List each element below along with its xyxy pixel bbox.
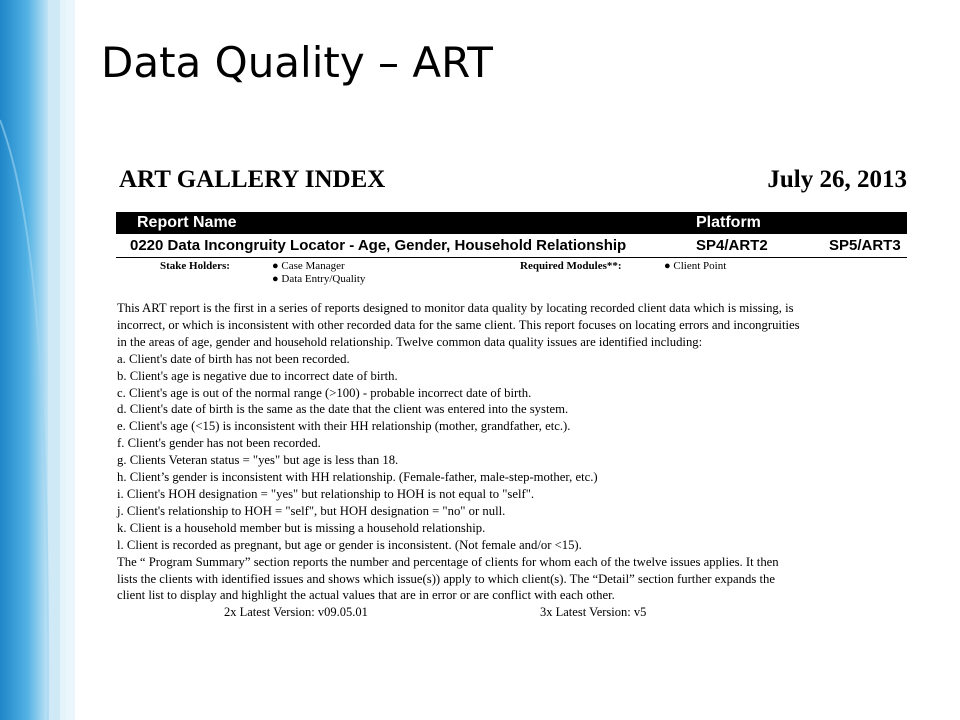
text-line: This ART report is the first in a series of reports designed to monitor data quality by locating recorded client data which is missing, is (117, 301, 794, 315)
stake-holders (160, 260, 230, 272)
doc-date: July 26, 2013 (767, 166, 907, 193)
column-header-bar (116, 212, 907, 234)
report-row (116, 235, 907, 258)
list-item: ● Data Entry/Quality (272, 273, 366, 285)
version-2x: 2x Latest Version: v09.05.01 (224, 605, 368, 619)
text-line: f. Client's gender has not been recorded. (117, 436, 321, 451)
text-line: lists the clients with identified issues and shows which issue(s)) apply to which client(s). The “Detail” section further expands the (117, 571, 775, 586)
text-line: g. Clients Veteran status = "yes" but age is less than 18. (117, 453, 399, 468)
text-line: in the areas of age, gender and household relationship. Twelve common data quality issues are identified including: (117, 334, 703, 349)
list-item: ● Client Point (664, 260, 727, 272)
report-description (117, 300, 917, 604)
list-item: ● Case Manager (272, 260, 345, 272)
platform-sp4: SP4/ART2 (696, 237, 768, 254)
report-name: 0220 Data Incongruity Locator - Age, Gender, Household Relationship (130, 237, 627, 254)
column-platform: Platform (696, 214, 761, 231)
text-line: h. Client’s gender is inconsistent with HH relationship. (Female-father, male-step-mother, etc.) (117, 470, 598, 485)
text-line: j. Client's relationship to HOH = "self", but HOH designation = "no" or null. (117, 503, 506, 518)
required-modules (520, 260, 622, 272)
text-line: k. Client is a household member but is missing a household relationship. (117, 520, 486, 535)
text-line: d. Client's date of birth is the same as the date that the client was entered into the system. (117, 402, 569, 417)
required-modules-list (664, 260, 726, 272)
required-modules-label: Required Modules**: (520, 260, 622, 272)
column-report-name: Report Name (137, 214, 237, 231)
slide-decoration (0, 0, 75, 720)
document-image (107, 160, 927, 630)
doc-title: ART GALLERY INDEX (119, 166, 386, 193)
text-line: The “ Program Summary” section reports the number and percentage of clients for whom each of the twelve issues applies. It then (117, 554, 779, 569)
slide-title: Data Quality – ART (101, 38, 493, 87)
version-3x: 3x Latest Version: v5 (540, 605, 647, 619)
stake-holders-label: Stake Holders: (160, 260, 230, 272)
platform-sp5: SP5/ART3 (829, 237, 901, 254)
text-line: c. Client's age is out of the normal range (>100) - probable incorrect date of birth. (117, 385, 532, 400)
text-line: i. Client's HOH designation = "yes" but relationship to HOH is not equal to "self". (117, 486, 535, 501)
text-line: a. Client's date of birth has not been recorded. (117, 351, 350, 366)
text-line: l. Client is recorded as pregnant, but age or gender is inconsistent. (Not female and/or <15). (117, 537, 582, 552)
text-line: client list to display and highlight the actual values that are in error or are conflict with each other. (117, 588, 615, 603)
text-line: incorrect, or which is inconsistent with other recorded data for the same client. This report focuses on locating errors and incongruities (117, 317, 800, 332)
stake-holders-list (272, 260, 365, 286)
text-line: b. Client's age is negative due to incorrect date of birth. (117, 368, 398, 383)
text-line: e. Client's age (<15) is inconsistent with their HH relationship (mother, grandfather, etc.). (117, 419, 571, 434)
